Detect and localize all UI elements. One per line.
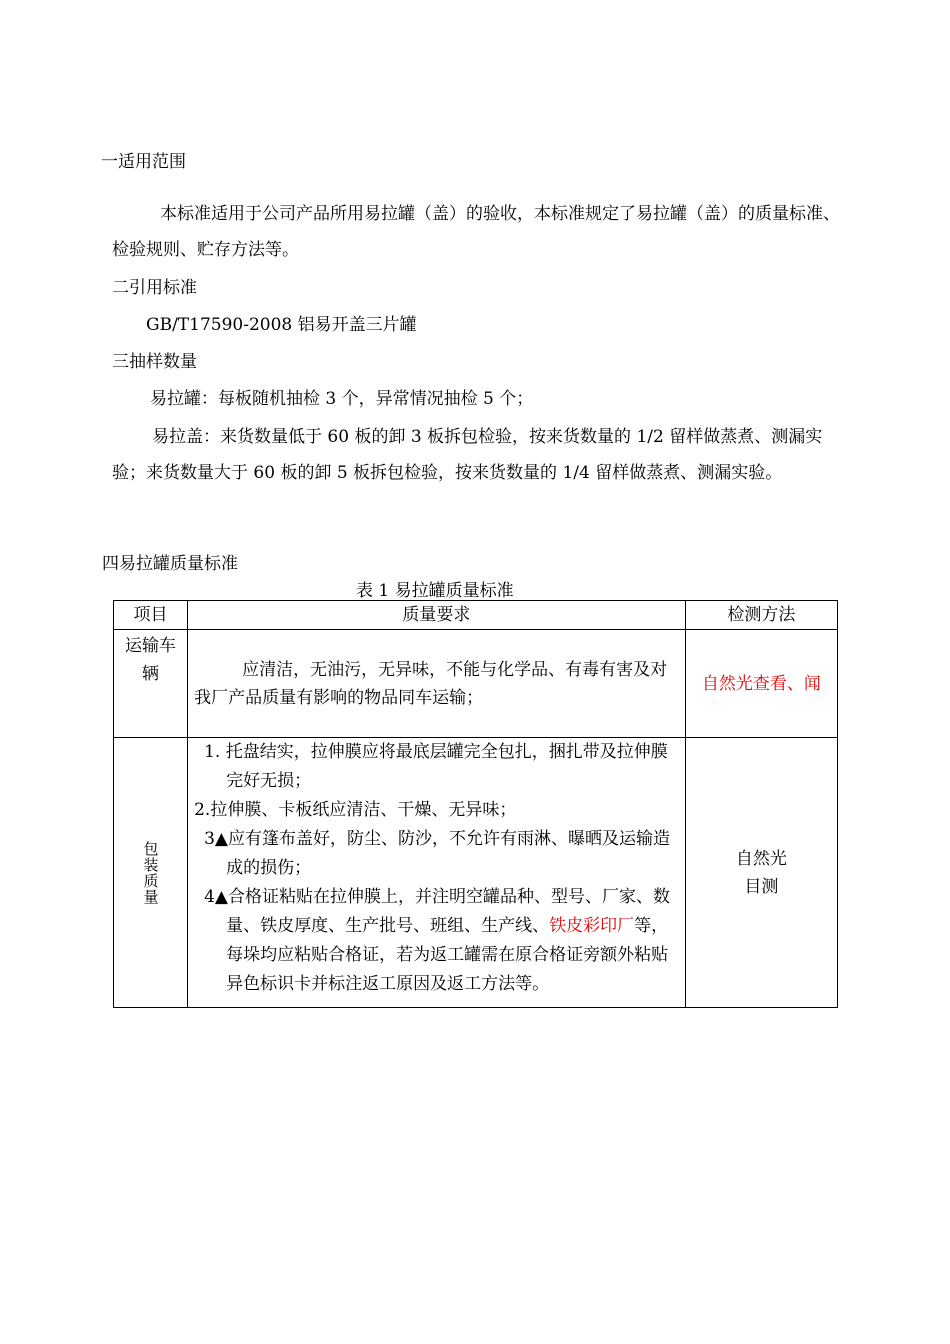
packaging-req-2: 2.拉伸膜、卡板纸应清洁、干燥、无异味； (194, 800, 517, 820)
quality-standard-table (113, 600, 838, 1008)
packaging-req-4 (194, 883, 679, 999)
table-row-packaging (114, 738, 838, 1008)
packaging-req-4-a: 4▲合格证粘贴在拉伸膜上，并注明空罐品种、型号、厂家、数量、铁皮厚度、生产批号、班组、生产线、 (204, 887, 670, 936)
transport-item: 运输车辆 (114, 630, 188, 738)
section1-heading: 一适用范围 (101, 152, 186, 172)
header-method: 检测方法 (685, 601, 837, 630)
transport-method: 自然光查看、闻 (685, 630, 837, 738)
section1-body: 本标准适用于公司产品所用易拉罐（盖）的验收，本标准规定了易拉罐（盖）的质量标准、检验规则、贮存方法等。 (112, 204, 840, 260)
section3-heading: 三抽样数量 (112, 352, 197, 372)
header-item: 项目 (114, 601, 188, 630)
table-caption: 表 1 易拉罐质量标准 (356, 581, 514, 601)
table-header-row (114, 601, 838, 630)
packaging-req-1: 1. 托盘结实，拉伸膜应将最底层罐完全包扎，捆扎带及拉伸膜完好无损； (204, 742, 668, 791)
section4-heading: 四易拉罐质量标准 (102, 554, 238, 574)
header-requirement: 质量要求 (188, 601, 686, 630)
transport-requirement: 应清洁，无油污，无异味，不能与化学品、有毒有害及对我厂产品质量有影响的物品同车运输； (188, 630, 686, 738)
section2-heading: 二引用标准 (112, 278, 197, 298)
packaging-item: 包装质量 (114, 738, 188, 1008)
packaging-method: 自然光目测 (685, 738, 837, 1008)
packaging-req-4-red: 铁皮彩印厂 (549, 916, 635, 936)
section3-lid: 易拉盖：来货数量低于 60 板的卸 3 板拆包检验，按来货数量的 1/2 留样做蒸煮、测漏实验；来货数量大于 60 板的卸 5 板拆包检验，按来货数量的 1/4 留样做蒸煮、测漏实验。 (112, 427, 823, 483)
table-row-transport (114, 630, 838, 738)
section2-body: GB/T17590-2008 铝易开盖三片罐 (146, 315, 417, 335)
section3-can: 易拉罐：每板随机抽检 3 个，异常情况抽检 5 个； (150, 389, 534, 409)
packaging-requirement (188, 738, 686, 1008)
packaging-req-4-b: 等，每垛均应粘贴合格证，若为返工罐需在原合格证旁额外粘贴异色标识卡并标注返工原因及返工方法等。 (226, 916, 669, 994)
packaging-req-3: 3▲应有篷布盖好，防尘、防沙，不允许有雨淋、曝晒及运输造成的损伤； (204, 829, 670, 878)
